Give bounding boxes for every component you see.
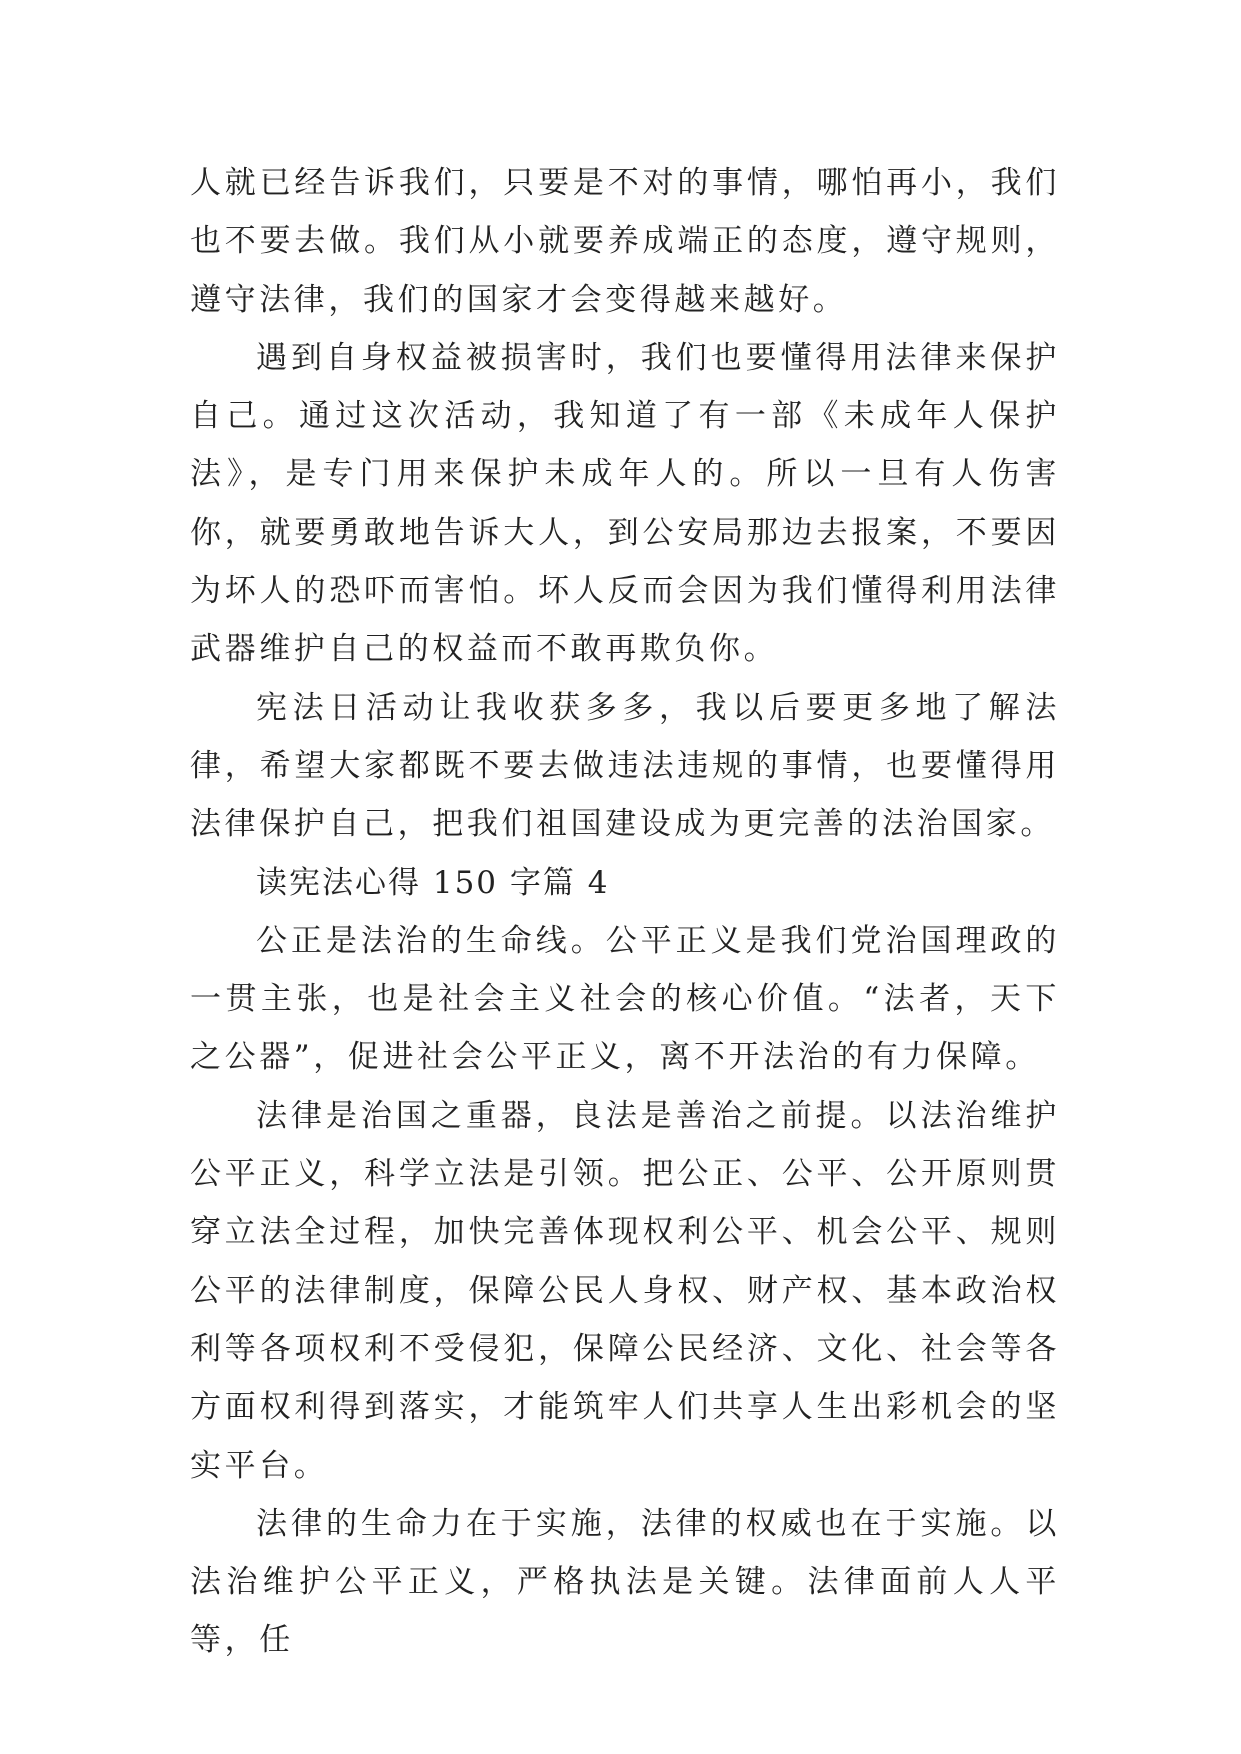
paragraph: 遇到自身权益被损害时，我们也要懂得用法律来保护自己。通过这次活动，我知道了有一部《未成年人保护法》，是专门用来保护未成年人的。所以一旦有人伤害你，就要勇敢地告诉大人，到公安局那边去报案，不要因为坏人的恐吓而害怕。坏人反而会因为我们懂得利用法律武器维护自己的权益而不敢再欺负你。: [190, 339, 1060, 668]
document-body: [190, 154, 1060, 1670]
paragraph: 人就已经告诉我们，只要是不对的事情，哪怕再小，我们也不要去做。我们从小就要养成端正的态度，遵守规则，遵守法律，我们的国家才会变得越来越好。: [190, 165, 1060, 318]
section-heading: 读宪法心得 150 字篇 4: [256, 864, 610, 901]
paragraph: 公正是法治的生命线。公平正义是我们党治国理政的一贯主张，也是社会主义社会的核心价值。“法者，天下之公器”，促进社会公平正义，离不开法治的有力保障。: [190, 922, 1060, 1076]
paragraph: 宪法日活动让我收获多多，我以后要更多地了解法律，希望大家都既不要去做违法违规的事情，也要懂得用法律保护自己，把我们祖国建设成为更完善的法治国家。: [190, 689, 1060, 843]
paragraph: 法律是治国之重器，良法是善治之前提。以法治维护公平正义，科学立法是引领。把公正、公平、公开原则贯穿立法全过程，加快完善体现权利公平、机会公平、规则公平的法律制度，保障公民人身权、财产权、基本政治权利等各项权利不受侵犯，保障公民经济、文化、社会等各方面权利得到落实，才能筑牢人们共享人生出彩机会的坚实平台。: [190, 1097, 1060, 1484]
paragraph: 法律的生命力在于实施，法律的权威也在于实施。以法治维护公平正义，严格执法是关键。法律面前人人平等，任: [190, 1505, 1060, 1659]
